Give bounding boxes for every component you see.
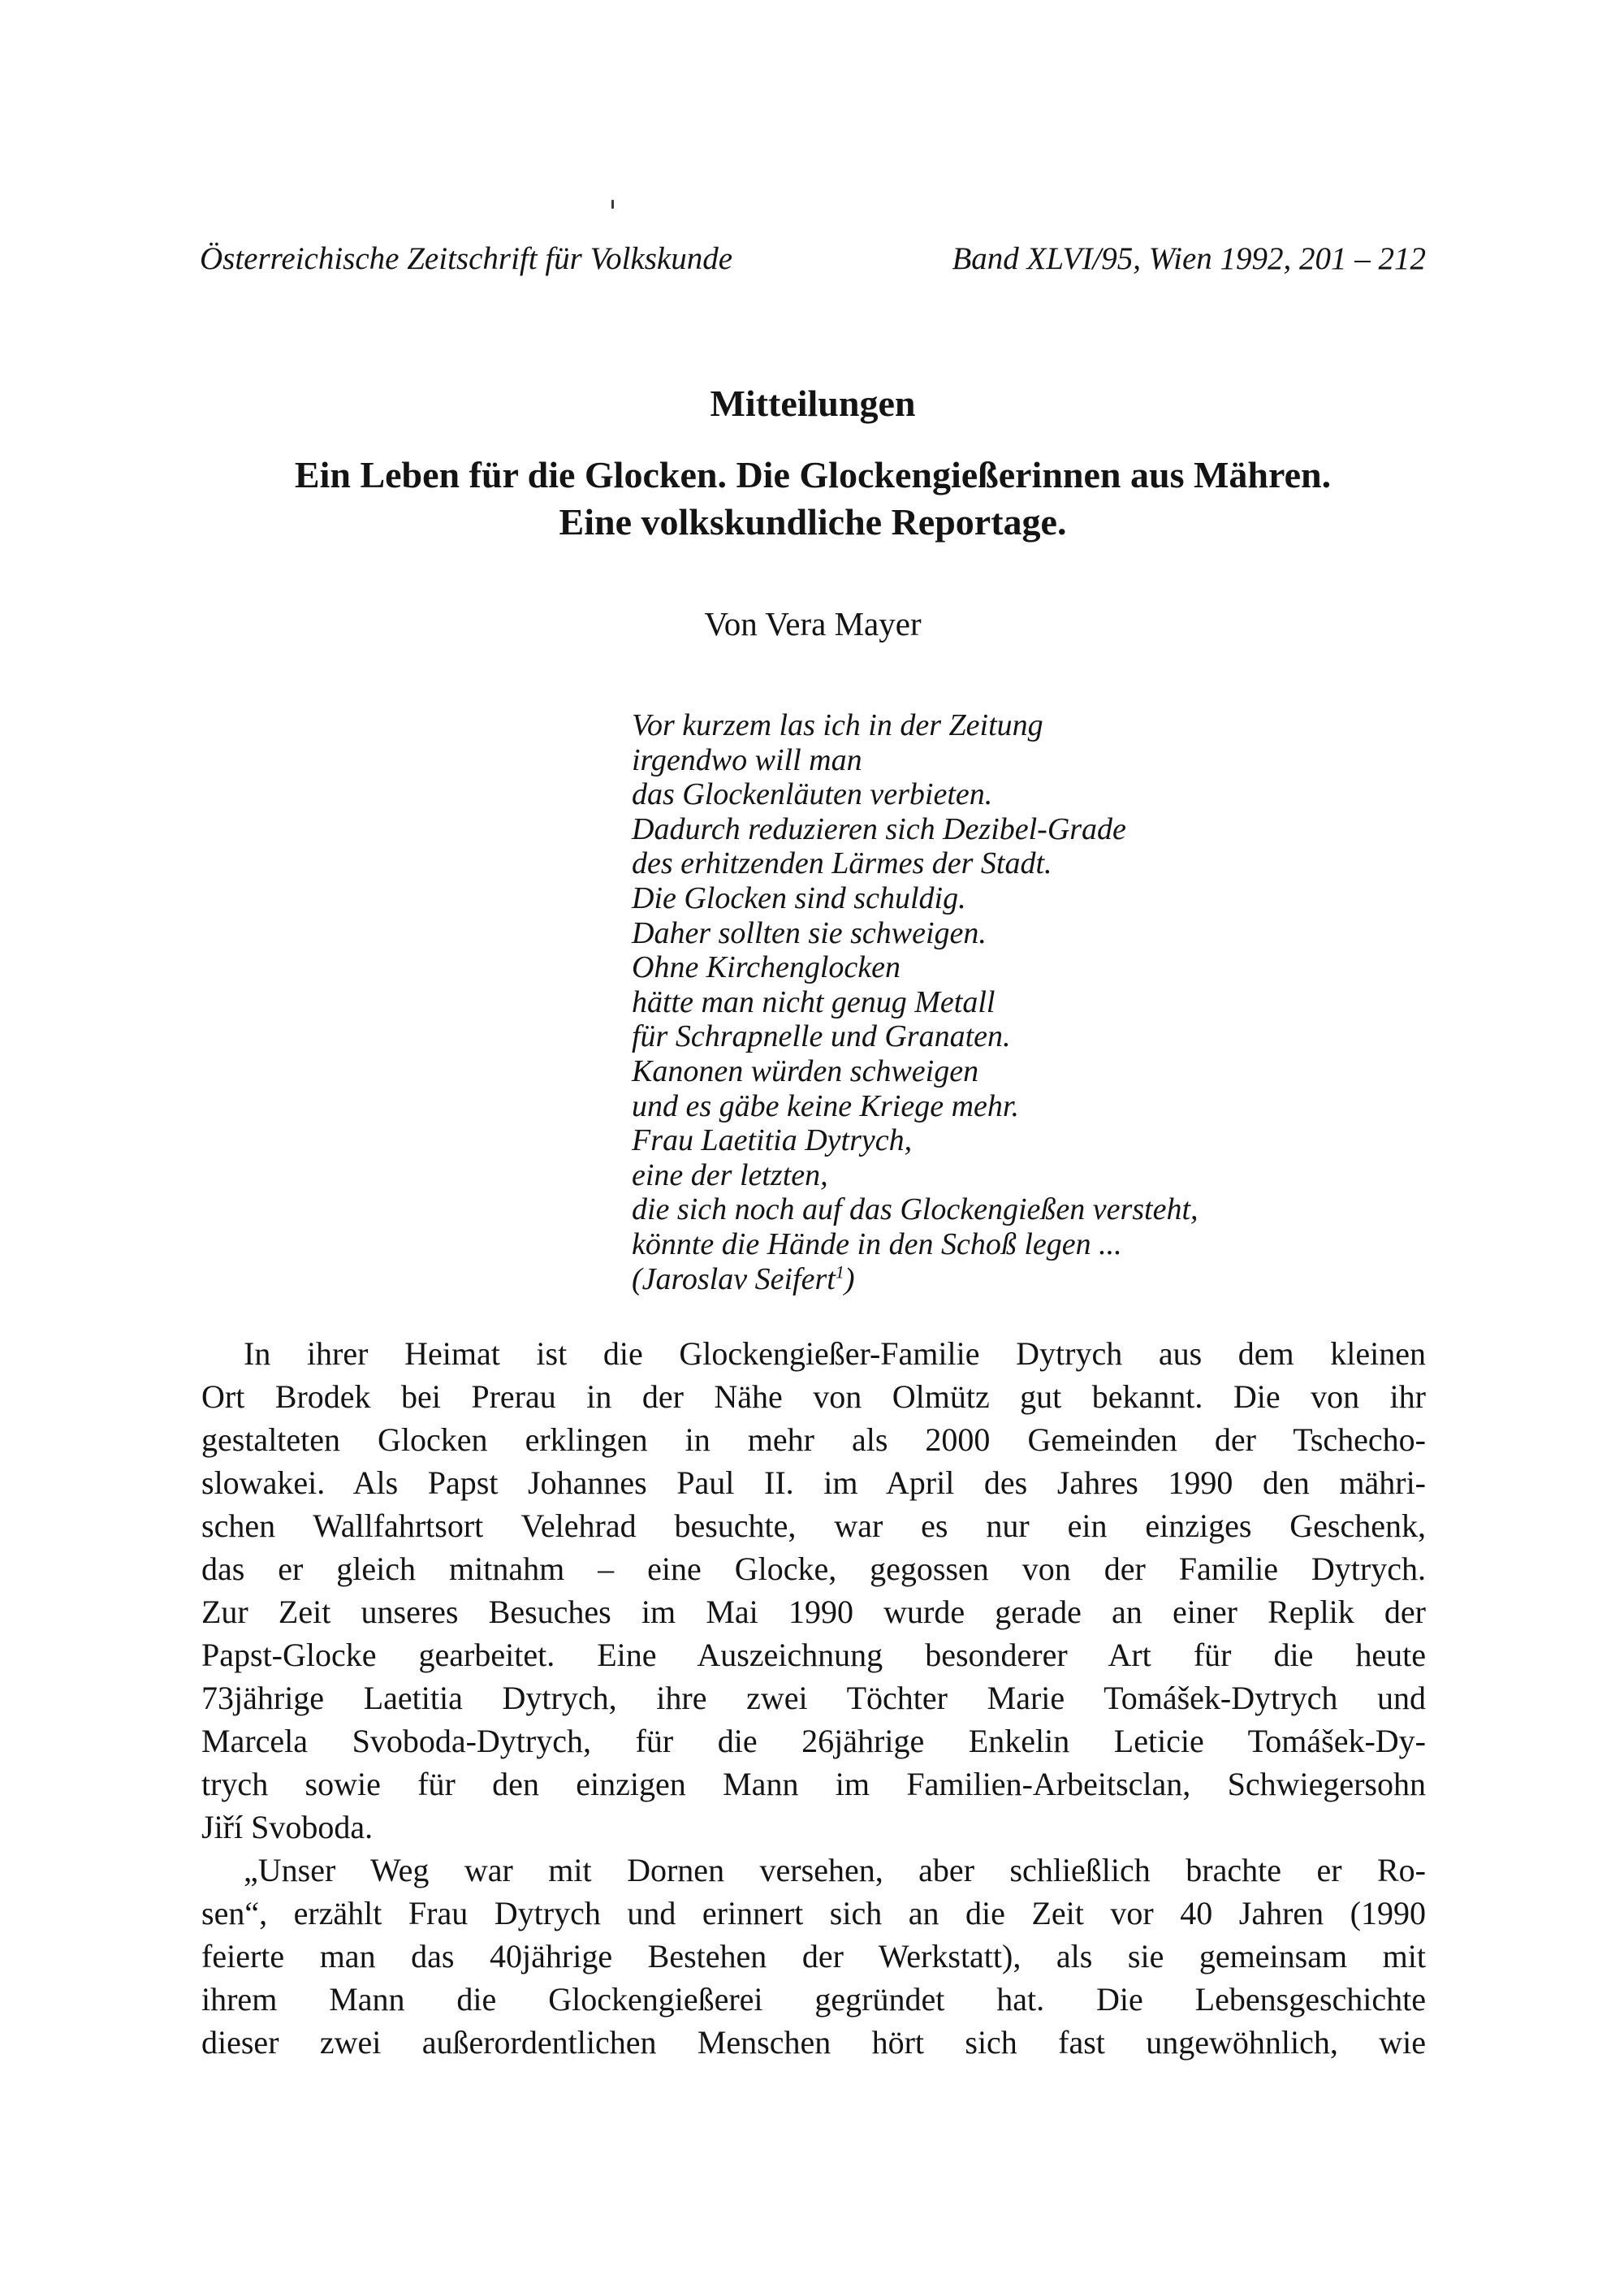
attribution-open: (Jaroslav Seifert (632, 1261, 836, 1296)
running-header (200, 240, 1426, 277)
poem-line: Dadurch reduzieren sich Dezibel-Grade (632, 811, 1126, 846)
body-text-line: „Unser Weg war mit Dornen versehen, aber schließlich brachte er Ro- (244, 1852, 1426, 1888)
poem-line: die sich noch auf das Glockengießen versteht, (632, 1192, 1199, 1227)
poem-attribution (632, 1262, 1363, 1297)
poem-line: hätte man nicht genug Metall (632, 984, 996, 1019)
body-text-line: In ihrer Heimat ist die Glockengießer-Familie Dytrych aus dem kleinen (244, 1335, 1426, 1372)
body-text-line: ihrem Mann die Glockengießerei gegründet hat. Die Lebensgeschichte (201, 1981, 1426, 2018)
article-title (119, 452, 1507, 546)
poem-line: eine der letzten, (632, 1157, 828, 1192)
article-title-line2: Eine volkskundliche Reportage. (559, 501, 1067, 543)
author-byline: Von Vera Mayer (704, 605, 922, 642)
poem-line: Frau Laetitia Dytrych, (632, 1123, 913, 1158)
paragraph-1 (201, 1332, 1426, 1849)
paragraph-2 (201, 1849, 1426, 2064)
article-title-line1: Ein Leben für die Glocken. Die Glockengießerinnen aus Mähren. (294, 454, 1332, 495)
footnote-marker: 1 (835, 1261, 844, 1282)
poem-line: Ohne Kirchenglocken (632, 950, 901, 985)
scan-artifact-dot (611, 200, 614, 209)
body-text-line: gestalteten Glocken erklingen in mehr als 2000 Gemeinden der Tschecho- (201, 1421, 1426, 1458)
poem-line: das Glockenläuten verbieten. (632, 777, 993, 812)
body-text-line: Papst-Glocke gearbeitet. Eine Auszeichnung besonderer Art für die heute (201, 1637, 1426, 1673)
article-body (201, 1332, 1426, 2064)
body-text-line: trych sowie für den einzigen Mann im Familien-Arbeitsclan, Schwiegersohn (201, 1766, 1426, 1802)
body-text-line: Zur Zeit unseres Besuches im Mai 1990 wurde gerade an einer Replik der (201, 1594, 1426, 1630)
poem-line: Kanonen würden schweigen (632, 1053, 979, 1088)
body-text-line: 73jährige Laetitia Dytrych, ihre zwei Töchter Marie Tomášek-Dytrych und (201, 1680, 1426, 1716)
poem-lines (632, 708, 1363, 1262)
body-text-line: slowakei. Als Papst Johannes Paul II. im April des Jahres 1990 den mähri- (201, 1464, 1426, 1501)
section-heading: Mitteilungen (710, 383, 916, 424)
body-text-line: feierte man das 40jährige Bestehen der Werkstatt), als sie gemeinsam mit (201, 1938, 1426, 1974)
poem-line: Vor kurzem las ich in der Zeitung (632, 708, 1043, 742)
attribution-close: ) (844, 1261, 855, 1296)
body-text-line: dieser zwei außerordentlichen Menschen hört sich fast ungewöhnlich, wie (201, 2024, 1426, 2061)
issue-volume-pages: Band XLVI/95, Wien 1992, 201 – 212 (952, 241, 1426, 276)
body-text-line: sen“, erzählt Frau Dytrych und erinnert sich an die Zeit vor 40 Jahren (1990 (201, 1895, 1426, 1931)
poem-line: und es gäbe keine Kriege mehr. (632, 1088, 1019, 1123)
body-text-line: das er gleich mitnahm – eine Glocke, gegossen von der Familie Dytrych. (201, 1551, 1426, 1587)
poem-line: für Schrapnelle und Granaten. (632, 1019, 1011, 1054)
poem-line: irgendwo will man (632, 742, 862, 777)
poem-line: könnte die Hände in den Schoß legen ... (632, 1226, 1122, 1261)
body-text-line: Jiří Svoboda. (201, 1809, 374, 1845)
poem-line: Daher sollten sie schweigen. (632, 915, 987, 950)
poem-line: des erhitzenden Lärmes der Stadt. (632, 846, 1052, 881)
poem-epigraph (632, 708, 1363, 1296)
body-text-line: Marcela Svoboda-Dytrych, für die 26jährige Enkelin Leticie Tomášek-Dy- (201, 1723, 1426, 1759)
poem-line: Die Glocken sind schuldig. (632, 880, 966, 915)
body-text-line: schen Wallfahrtsort Velehrad besuchte, war es nur ein einziges Geschenk, (201, 1507, 1426, 1544)
body-text-line: Ort Brodek bei Prerau in der Nähe von Olmütz gut bekannt. Die von ihr (201, 1378, 1426, 1415)
journal-name: Österreichische Zeitschrift für Volkskunde (200, 241, 733, 276)
